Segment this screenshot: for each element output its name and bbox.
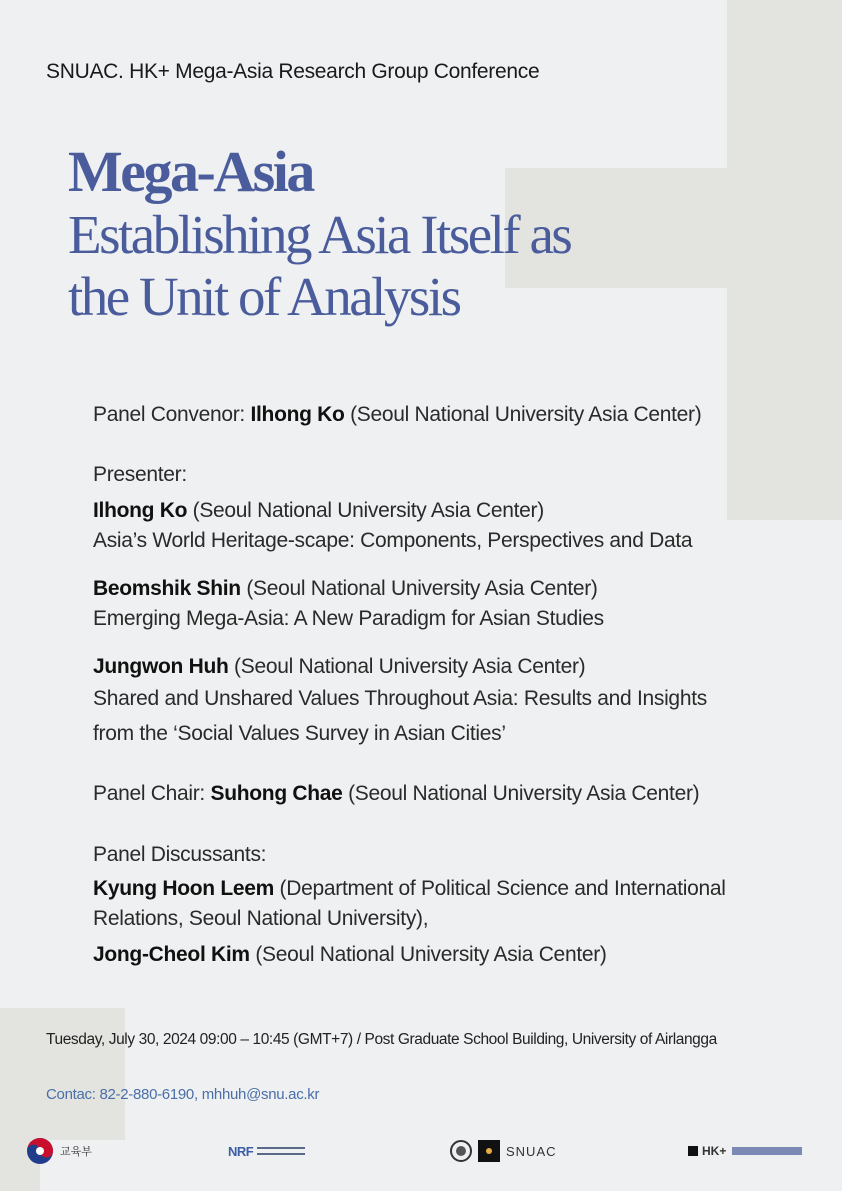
presenter-item — [93, 574, 793, 634]
convenor-label: Panel Convenor: — [93, 403, 251, 426]
convenor-name: Ilhong Ko — [250, 403, 345, 426]
convenor-affiliation: (Seoul National University Asia Center) — [344, 403, 702, 426]
chair-section — [93, 779, 793, 809]
taegeuk-icon — [26, 1137, 54, 1165]
chair-name: Suhong Chae — [210, 782, 343, 805]
poster-title — [68, 140, 768, 328]
presenter-heading — [93, 460, 793, 490]
square-icon — [688, 1146, 698, 1156]
event-info: Tuesday, July 30, 2024 09:00 – 10:45 (GMT+7) / Post Graduate School Building, University of Airlangga — [46, 1031, 717, 1048]
logo-label: 교육부 — [60, 1146, 92, 1158]
square-emblem-icon — [478, 1140, 500, 1162]
logo-label: NRF — [228, 1143, 254, 1159]
chair-affiliation: (Seoul National University Asia Center) — [342, 782, 700, 805]
discussant-affiliation: Relations, Seoul National University), — [93, 907, 429, 930]
presenter-affiliation: (Seoul National University Asia Center) — [228, 655, 586, 678]
discussant-item — [93, 874, 793, 934]
presenter-name: Ilhong Ko — [93, 499, 188, 522]
discussant-item — [93, 940, 793, 970]
conference-title: SNUAC. HK+ Mega-Asia Research Group Conference — [46, 60, 540, 83]
presenter-affiliation: (Seoul National University Asia Center) — [187, 499, 544, 522]
snuac-logo — [450, 1136, 557, 1166]
nrf-logo — [228, 1136, 305, 1166]
discussants-heading — [93, 840, 793, 870]
contact-info: Contac: 82-2-880-6190, mhhuh@snu.ac.kr — [46, 1086, 320, 1103]
discussants-label: Panel Discussants: — [93, 843, 267, 866]
title-line-2: Establishing Asia Itself as — [68, 204, 571, 265]
presenter-talk: from the ‘Social Values Survey in Asian Cities’ — [93, 722, 506, 745]
logo-label: HK+ — [702, 1144, 727, 1158]
convenor-section — [93, 400, 793, 430]
title-line-1: Mega-Asia — [68, 139, 313, 204]
discussant-name: Kyung Hoon Leem — [93, 877, 275, 900]
presenter-name: Jungwon Huh — [93, 655, 229, 678]
ministry-logo — [26, 1136, 92, 1166]
logo-stripes — [257, 1147, 305, 1155]
hk-plus-logo — [688, 1136, 802, 1166]
presenter-affiliation: (Seoul National University Asia Center) — [240, 577, 598, 600]
logo-bar — [732, 1147, 802, 1155]
presenter-talk: Shared and Unshared Values Throughout Asia: Results and Insights — [93, 687, 707, 710]
title-line-3: the Unit of Analysis — [68, 266, 460, 327]
presenter-item — [93, 652, 793, 752]
snu-emblem-icon — [450, 1140, 472, 1162]
discussant-affiliation: (Department of Political Science and International — [274, 877, 726, 900]
presenter-talk: Asia’s World Heritage-scape: Components, Perspectives and Data — [93, 529, 693, 552]
chair-label: Panel Chair: — [93, 782, 211, 805]
discussant-name: Jong-Cheol Kim — [93, 943, 250, 966]
presenter-label: Presenter: — [93, 463, 187, 486]
presenter-item — [93, 496, 793, 556]
discussant-affiliation: (Seoul National University Asia Center) — [249, 943, 607, 966]
decorative-block — [40, 1008, 125, 1140]
presenter-talk: Emerging Mega-Asia: A New Paradigm for Asian Studies — [93, 607, 604, 630]
logo-label: SNUAC — [506, 1143, 557, 1159]
presenter-name: Beomshik Shin — [93, 577, 241, 600]
